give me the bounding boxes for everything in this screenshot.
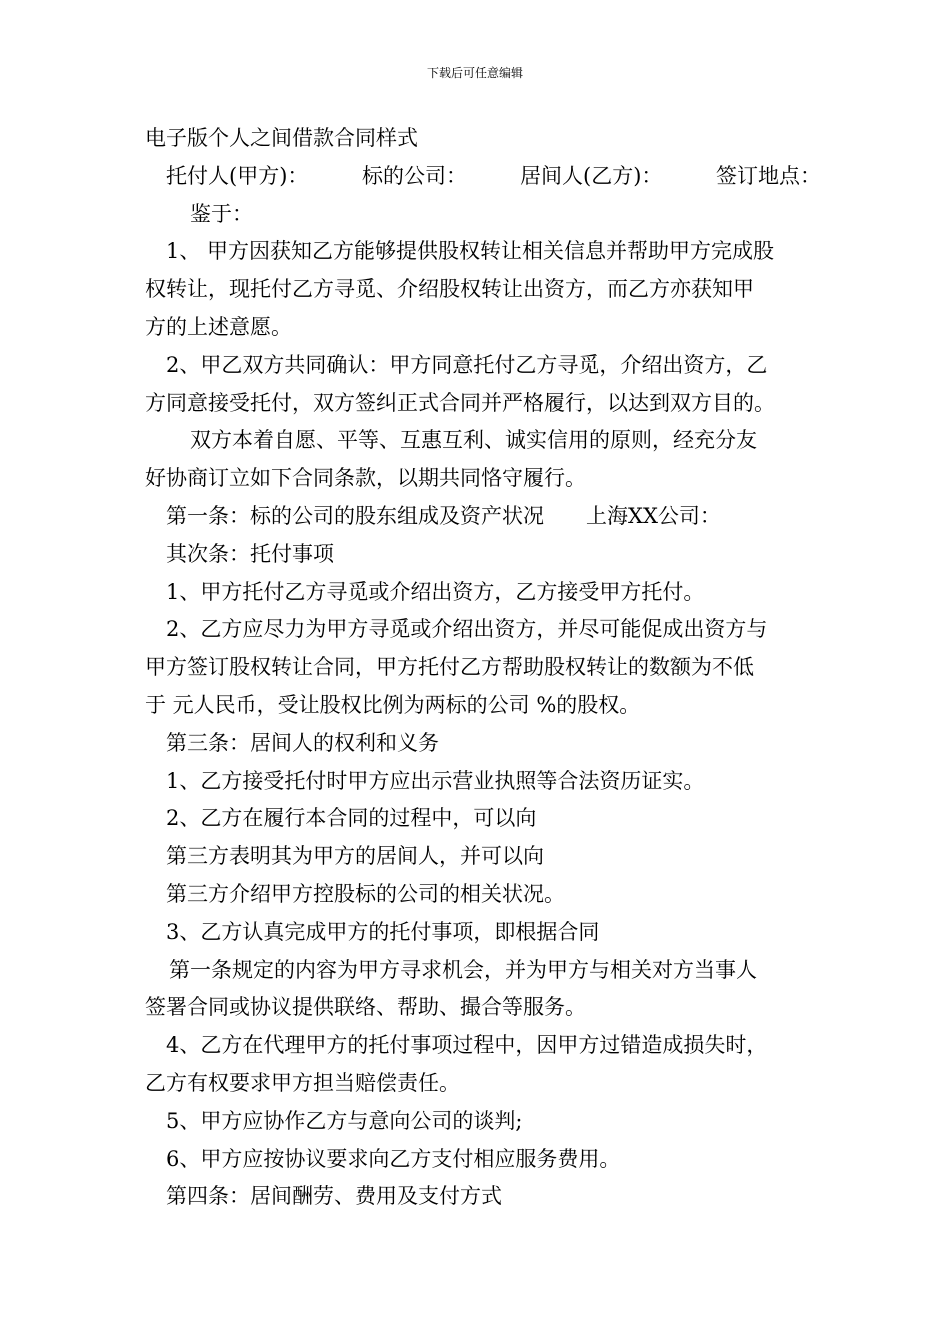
signatory-row [145,158,825,196]
paragraph-line: 4、乙方在代理甲方的托付事项过程中，因甲方过错造成损失时， [166,1033,768,1058]
paragraph-line: 2、乙方在履行本合同的过程中，可以向 [166,806,537,831]
paragraph-line: 3、乙方认真完成甲方的托付事项，即根据合同 [166,919,600,944]
contract-body [145,120,825,1216]
paragraph-line: 1、乙方接受托付时甲方应出示营业执照等合法资历证实。 [166,768,705,793]
paragraph-line: 第三方介绍甲方控股标的公司的相关状况。 [166,881,565,906]
paragraph-line: 乙方有权要求甲方担当赔偿责任。 [145,1070,460,1095]
paragraph-line: 鉴于： [190,201,253,226]
article-heading: 第四条：居间酬劳、费用及支付方式 [166,1184,502,1209]
party-a-label: 托付人(甲方)： [166,163,309,188]
paragraph-line: 第一条规定的内容为甲方寻求机会，并为甲方与相关对方当事人 [169,957,757,982]
party-b-label: 居间人(乙方)： [520,163,663,188]
article-heading: 第三条：居间人的权利和义务 [166,730,439,755]
paragraph-line: 2、甲乙双方共同确认：甲方同意托付乙方寻觅，介绍出资方，乙 [166,352,768,377]
paragraph-line: 6、甲方应按协议要求向乙方支付相应服务费用。 [166,1146,621,1171]
target-company-label: 标的公司： [362,163,467,188]
page-header-note: 下载后可任意编辑 [426,66,523,80]
paragraph-line: 1、甲方托付乙方寻觅或介绍出资方，乙方接受甲方托付。 [166,579,705,604]
paragraph-line: 方的上述意愿。 [145,314,292,339]
paragraph-line: 第三方表明其为甲方的居间人，并可以向 [166,844,544,869]
paragraph-line: 方同意接受托付，双方签纠正式合同并严格履行，以达到双方目的。 [145,390,775,415]
signing-place-label: 签订地点： [716,163,821,188]
paragraph-line: 双方本着自愿、平等、互惠互利、诚实信用的原则，经充分友 [190,428,757,453]
paragraph-line: 1、 甲方因获知乙方能够提供股权转让相关信息并帮助甲方完成股 [166,239,775,264]
article-heading: 其次条：托付事项 [166,541,334,566]
paragraph-line: 好协商订立如下合同条款，以期共同恪守履行。 [145,466,586,491]
paragraph-line: 5、甲方应协作乙方与意向公司的谈判; [166,1108,523,1133]
paragraph-line: 权转让，现托付乙方寻觅、介绍股权转让出资方，而乙方亦获知甲 [145,277,754,302]
paragraph-line: 于 元人民币，受让股权比例为两标的公司 %的股权。 [145,692,641,717]
paragraph-line: 2、乙方应尽力为甲方寻觅或介绍出资方，并尽可能促成出资方与 [166,617,768,642]
paragraph-line: 签署合同或协议提供联络、帮助、撮合等服务。 [145,995,586,1020]
document-title: 电子版个人之间借款合同样式 [145,126,418,150]
paragraph-line: 甲方签订股权转让合同，甲方托付乙方帮助股权转让的数额为不低 [145,655,754,680]
article-heading: 第一条：标的公司的股东组成及资产状况 上海XX公司： [166,503,721,528]
